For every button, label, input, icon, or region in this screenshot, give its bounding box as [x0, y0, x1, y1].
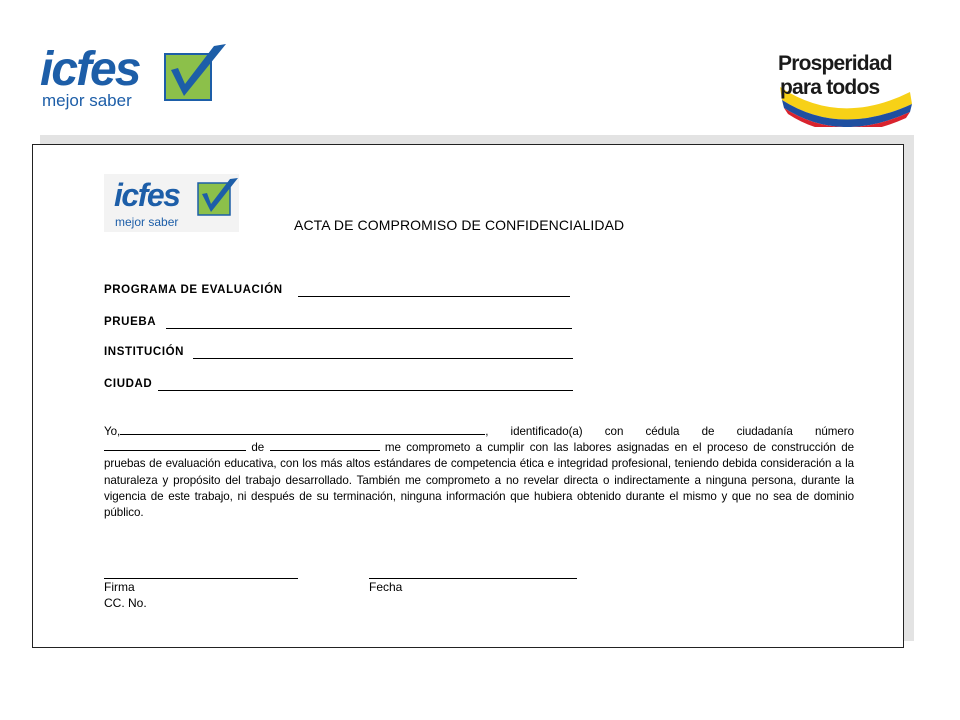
field-line-institucion: [193, 358, 573, 359]
paragraph-de: de: [251, 441, 265, 455]
icfes-logo: [38, 40, 238, 112]
field-label-prueba: PRUEBA: [104, 316, 157, 328]
paragraph-body: me comprometo a cumplir con las labores asignadas en el proceso de construcción de pruebas de evaluación educativa, con los más altos estándares de competencia ética e integridad profesional, teniendo debida consideración a la naturaleza y propósito del trabajo desarrollado. También me comprometo a no revelar directa o indirectamente a ninguna persona, durante la vigencia de este trabajo, ni después de su terminación, ninguna información que hubiera obtenido durante el mismo y que no sea de dominio público.: [104, 441, 855, 520]
field-label-institucion: INSTITUCIÓN: [104, 346, 185, 358]
prosperidad-line2: para todos: [780, 76, 880, 99]
paragraph-yo: Yo,: [104, 425, 121, 438]
field-line-prueba: [166, 328, 572, 329]
commitment-paragraph: [104, 424, 854, 521]
document-icfes-logo-tagline: mejor saber: [115, 215, 179, 229]
date-line: [369, 578, 577, 579]
date-label: Fecha: [369, 580, 403, 594]
signature-label: Firma: [104, 580, 135, 594]
paragraph-after-name: , identificado(a) con cédula de ciudadanía número: [485, 425, 854, 438]
icfes-logo-tagline: mejor saber: [42, 91, 132, 110]
name-blank: [120, 424, 485, 435]
field-label-programa: PROGRAMA DE EVALUACIÓN: [104, 284, 283, 296]
prosperidad-line1: Prosperidad: [778, 52, 892, 75]
field-line-programa: [298, 296, 570, 297]
document-icfes-logo: [104, 174, 239, 232]
issued-place-blank: [270, 440, 380, 451]
id-number-blank: [104, 440, 246, 451]
cc-label: CC. No.: [104, 596, 147, 610]
document-title: ACTA DE COMPROMISO DE CONFIDENCIALIDAD: [294, 217, 625, 233]
icfes-logo-word: icfes: [40, 43, 140, 96]
signature-line: [104, 578, 298, 579]
field-label-ciudad: CIUDAD: [104, 378, 153, 390]
field-line-ciudad: [158, 390, 573, 391]
document-icfes-logo-word: icfes: [114, 177, 180, 213]
prosperidad-para-todos-logo: [770, 32, 920, 127]
